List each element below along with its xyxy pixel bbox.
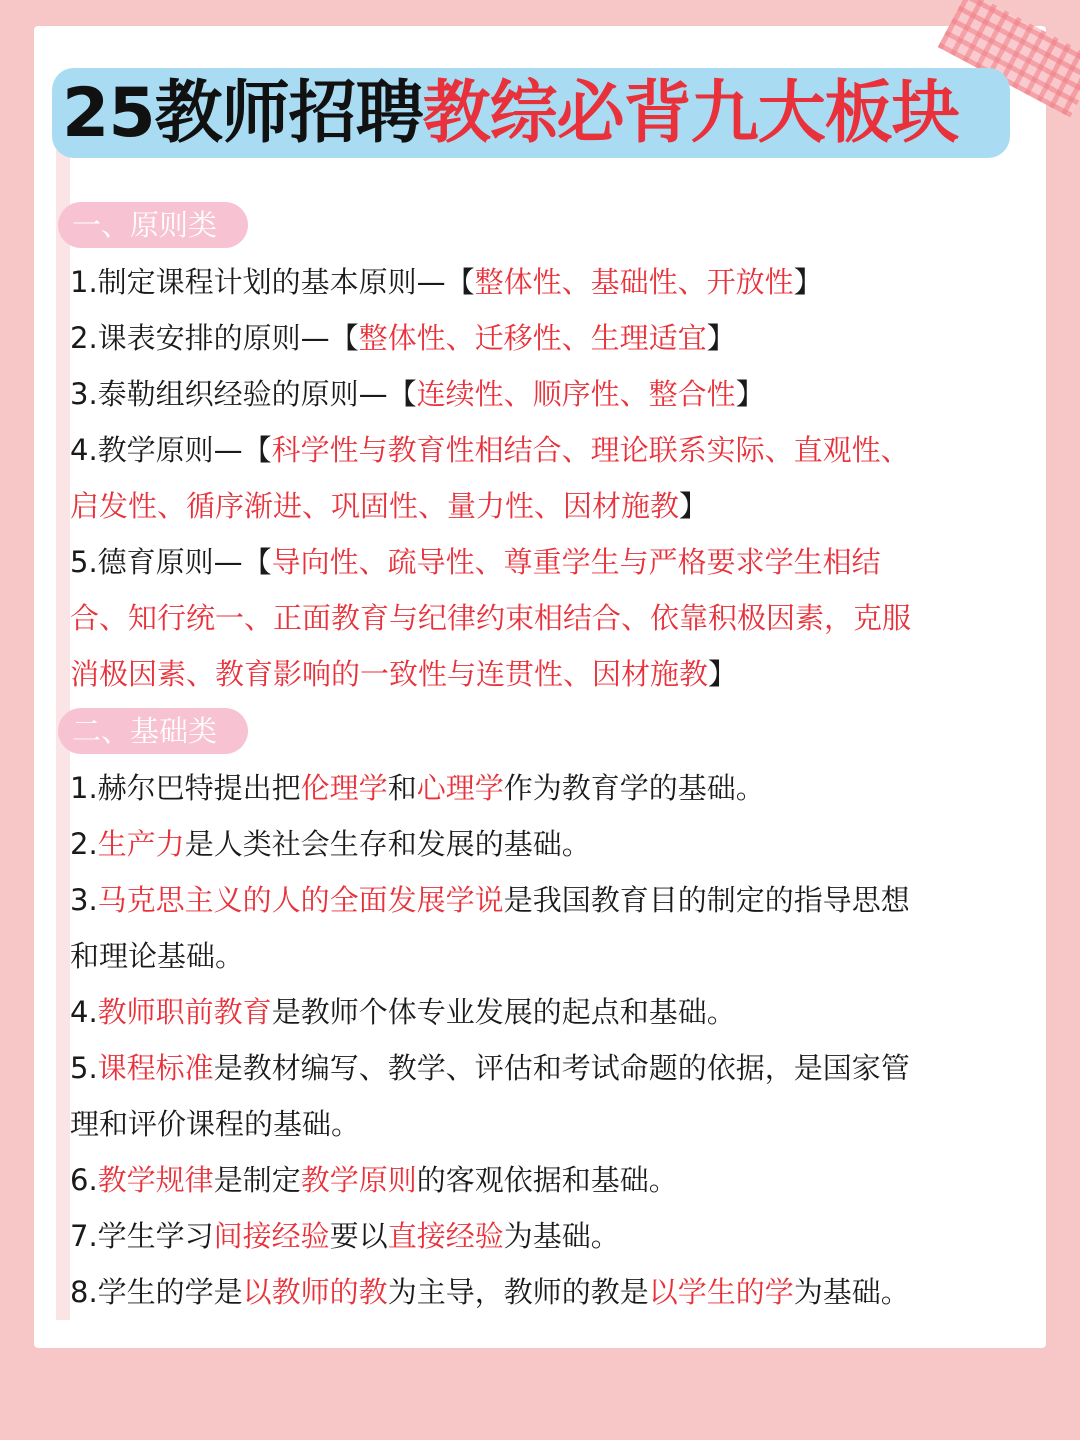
body-text: 3.泰勒组织经验的原则—【 bbox=[70, 377, 417, 411]
highlight-text: 科学性与教育性相结合、理论联系实际、直观性、 bbox=[271, 433, 910, 467]
highlight-text: 直接经验 bbox=[387, 1219, 504, 1253]
body-text: 和理论基础。 bbox=[70, 939, 245, 973]
body-text: 6. bbox=[70, 1163, 98, 1197]
highlight-text: 以学生的学 bbox=[648, 1275, 794, 1309]
body-text: 是制定 bbox=[213, 1163, 301, 1197]
list-line bbox=[70, 310, 1050, 366]
highlight-text: 整体性、基础性、开放性 bbox=[474, 265, 794, 299]
body-text: 和 bbox=[387, 771, 417, 805]
list-line bbox=[70, 254, 1050, 310]
body-text: 5.德育原则—【 bbox=[70, 545, 272, 579]
highlight-text: 间接经验 bbox=[213, 1219, 330, 1253]
body-text: 7.学生学习 bbox=[70, 1219, 214, 1253]
list-line bbox=[70, 534, 1050, 590]
body-text: 2.课表安排的原则—【 bbox=[70, 321, 359, 355]
highlight-text: 整体性、迁移性、生理适宜 bbox=[358, 321, 707, 355]
highlight-text: 伦理学 bbox=[300, 771, 388, 805]
body-text: 是我国教育目的制定的指导思想 bbox=[503, 883, 910, 917]
body-text: 为主导，教师的教是 bbox=[387, 1275, 649, 1309]
list-line bbox=[70, 760, 1050, 816]
highlight-text: 教学原则 bbox=[300, 1163, 417, 1197]
body-text: 】 bbox=[706, 321, 736, 355]
list-line bbox=[70, 590, 1050, 646]
list-line bbox=[70, 872, 1050, 928]
list-line bbox=[70, 1264, 1050, 1320]
highlight-text: 教学规律 bbox=[97, 1163, 214, 1197]
list-line bbox=[70, 1208, 1050, 1264]
highlight-text: 合、知行统一、正面教育与纪律约束相结合、依靠积极因素，克服 bbox=[70, 601, 912, 635]
highlight-text: 教师职前教育 bbox=[97, 995, 272, 1029]
body-text: 是人类社会生存和发展的基础。 bbox=[184, 827, 591, 861]
list-line bbox=[70, 1040, 1050, 1096]
body-text: 1.赫尔巴特提出把 bbox=[70, 771, 301, 805]
body-text: 要以 bbox=[329, 1219, 388, 1253]
body-text: 】 bbox=[735, 377, 765, 411]
body-text: 8.学生的学是 bbox=[70, 1275, 243, 1309]
list-line bbox=[70, 646, 1050, 702]
body-text: 5. bbox=[70, 1051, 98, 1085]
title-part-2: 教综必背九大板块 bbox=[422, 74, 959, 153]
body-text: 的客观依据和基础。 bbox=[416, 1163, 678, 1197]
list-line bbox=[70, 422, 1050, 478]
body-text: 1.制定课程计划的基本原则—【 bbox=[70, 265, 475, 299]
body-text: 】 bbox=[708, 657, 738, 691]
list-line bbox=[70, 928, 1050, 984]
body-text: 为基础。 bbox=[503, 1219, 620, 1253]
body-text: 2. bbox=[70, 827, 98, 861]
body-text: 为基础。 bbox=[793, 1275, 910, 1309]
list-line bbox=[70, 1096, 1050, 1152]
body-text: 4. bbox=[70, 995, 98, 1029]
page-title bbox=[62, 64, 959, 164]
body-text: 4.教学原则—【 bbox=[70, 433, 272, 467]
body-text: 】 bbox=[793, 265, 823, 299]
highlight-text: 连续性、顺序性、整合性 bbox=[416, 377, 736, 411]
highlight-text: 启发性、循序渐进、巩固性、量力性、因材施教 bbox=[70, 489, 680, 523]
section-foundations-list bbox=[70, 760, 1050, 1320]
list-line bbox=[70, 984, 1050, 1040]
highlight-text: 消极因素、教育影响的一致性与连贯性、因材施教 bbox=[70, 657, 709, 691]
highlight-text: 课程标准 bbox=[97, 1051, 214, 1085]
highlight-text: 以教师的教 bbox=[242, 1275, 388, 1309]
list-line bbox=[70, 366, 1050, 422]
list-line bbox=[70, 1152, 1050, 1208]
body-text: 理和评价课程的基础。 bbox=[70, 1107, 361, 1141]
list-line bbox=[70, 816, 1050, 872]
body-text: 是教材编写、教学、评估和考试命题的依据，是国家管 bbox=[213, 1051, 910, 1085]
title-part-1: 25教师招聘 bbox=[62, 74, 423, 153]
body-text: 】 bbox=[679, 489, 709, 523]
highlight-text: 心理学 bbox=[416, 771, 504, 805]
section-tag-foundations: 二、基础类 bbox=[58, 708, 248, 754]
highlight-text: 生产力 bbox=[97, 827, 185, 861]
highlight-text: 导向性、疏导性、尊重学生与严格要求学生相结 bbox=[271, 545, 881, 579]
highlight-text: 马克思主义的人的全面发展学说 bbox=[97, 883, 504, 917]
body-text: 3. bbox=[70, 883, 98, 917]
list-line bbox=[70, 478, 1050, 534]
section-principles-list bbox=[70, 254, 1050, 702]
body-text: 作为教育学的基础。 bbox=[503, 771, 765, 805]
section-tag-principles: 一、原则类 bbox=[58, 202, 248, 248]
body-text: 是教师个体专业发展的起点和基础。 bbox=[271, 995, 736, 1029]
